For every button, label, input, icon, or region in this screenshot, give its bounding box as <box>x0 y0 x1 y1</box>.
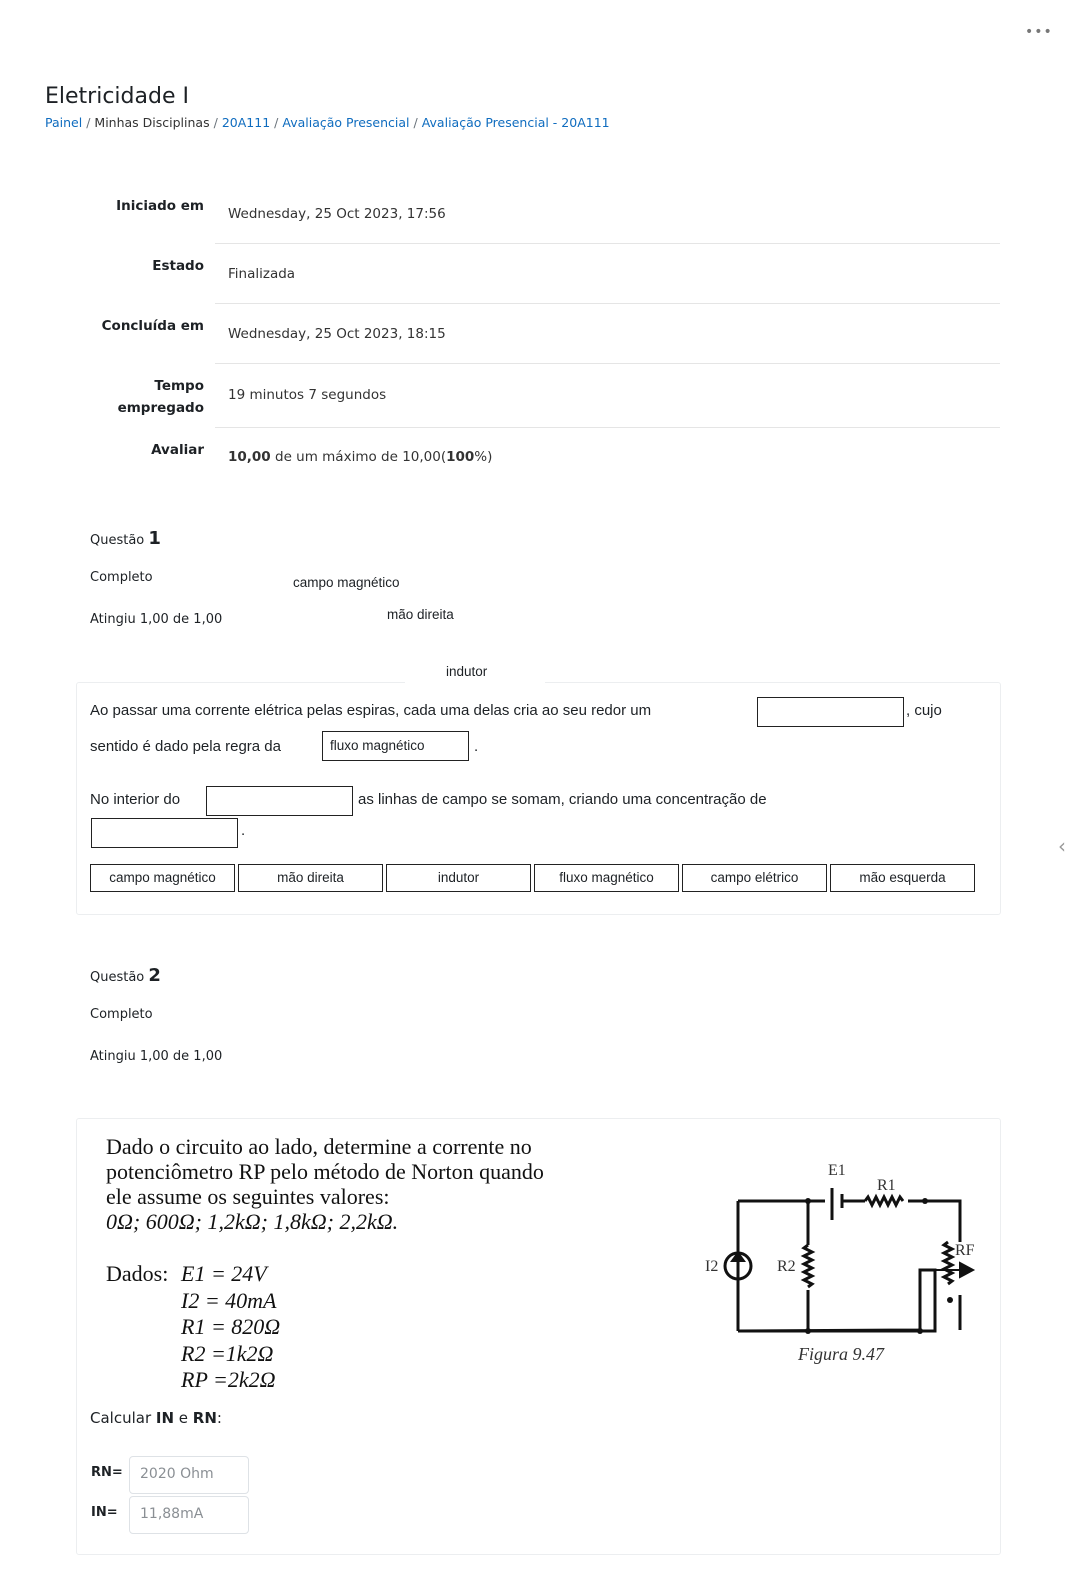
state-label: Estado <box>152 258 204 274</box>
drop-zone-1[interactable] <box>757 697 904 727</box>
time-label: Tempo empregado <box>117 378 204 416</box>
breadcrumb-course[interactable]: 20A111 <box>221 115 271 130</box>
question-1-label: Questão 1 <box>90 528 161 549</box>
drag-choice[interactable]: campo magnético <box>90 864 235 892</box>
started-label: Iniciado em <box>116 198 204 214</box>
grade-label: Avaliar <box>151 442 204 458</box>
problem-statement: Dado o circuito ao lado, determine a corrente no potenciômetro RP pelo método de Norton quando ele assume os seguintes valores: 0Ω; 600Ω; 1,2kΩ; 1,8kΩ; 2,2kΩ. <box>106 1134 544 1234</box>
more-dots-icon[interactable]: ••• <box>1025 24 1053 40</box>
drag-chip-floating[interactable]: fluxo magnético <box>330 738 425 753</box>
chevron-left-icon[interactable]: ‹ <box>1058 834 1066 858</box>
drag-chip-floating[interactable]: mão direita <box>387 607 454 622</box>
state-value: Finalizada <box>228 266 296 282</box>
completed-label: Concluída em <box>101 318 204 334</box>
label-i2: I2 <box>705 1258 719 1275</box>
dados-list: E1 = 24V I2 = 40mA R1 = 820Ω R2 =1k2Ω RP =2k2Ω <box>181 1261 281 1392</box>
figure-caption: Figura 9.47 <box>798 1344 885 1364</box>
period: . <box>474 738 479 755</box>
breadcrumb-section[interactable]: Avaliação Presencial <box>282 115 410 130</box>
drag-chip-floating[interactable]: indutor <box>446 664 488 679</box>
question-2-status: Completo <box>90 1007 153 1022</box>
drag-choice[interactable]: mão direita <box>238 864 383 892</box>
question-text: , cujo <box>906 702 942 719</box>
started-value: Wednesday, 25 Oct 2023, 17:56 <box>228 206 446 222</box>
question-1-status: Completo <box>90 570 153 585</box>
calc-instruction: Calcular IN e RN: <box>90 1409 222 1427</box>
question-text: as linhas de campo se somam, criando uma concentração de <box>358 791 767 808</box>
drop-zone-4[interactable] <box>91 818 238 848</box>
drag-choice[interactable]: fluxo magnético <box>534 864 679 892</box>
question-text: Ao passar uma corrente elétrica pelas espiras, cada uma delas cria ao seu redor um <box>90 702 652 719</box>
label-r1: R1 <box>877 1177 896 1194</box>
question-text: No interior do <box>90 791 181 808</box>
label-rp: RF <box>955 1242 975 1259</box>
breadcrumb-painel[interactable]: Painel <box>45 115 83 130</box>
period: . <box>241 822 246 839</box>
breadcrumb: Painel / Minhas Disciplinas / 20A111 / Avaliação Presencial / Avaliação Presencial - 20A111 <box>45 115 610 130</box>
drop-zone-3[interactable] <box>206 786 353 816</box>
question-2-score: Atingiu 1,00 de 1,00 <box>90 1049 223 1064</box>
in-input[interactable]: 11,88mA <box>129 1496 249 1534</box>
drag-choice[interactable]: mão esquerda <box>830 864 975 892</box>
time-value: 19 minutos 7 segundos <box>228 387 387 403</box>
breadcrumb-quiz[interactable]: Avaliação Presencial - 20A111 <box>421 115 610 130</box>
question-1-score: Atingiu 1,00 de 1,00 <box>90 612 223 627</box>
label-r2: R2 <box>777 1258 796 1275</box>
page-title: Eletricidade I <box>45 84 189 109</box>
rn-label: RN= <box>91 1465 123 1480</box>
completed-value: Wednesday, 25 Oct 2023, 18:15 <box>228 326 446 342</box>
drag-choice[interactable]: campo elétrico <box>682 864 827 892</box>
label-e1: E1 <box>828 1162 846 1179</box>
in-label: IN= <box>91 1505 118 1520</box>
breadcrumb-minhas-disciplinas: Minhas Disciplinas <box>94 115 210 130</box>
question-text: sentido é dado pela regra da <box>90 738 281 755</box>
grade-value: 10,00 de um máximo de 10,00(100%) <box>228 449 493 465</box>
rn-input[interactable]: 2020 Ohm <box>129 1456 249 1494</box>
dados-label: Dados: <box>106 1261 169 1286</box>
drag-choice[interactable]: indutor <box>386 864 531 892</box>
circuit-figure <box>690 1150 990 1370</box>
question-2-label: Questão 2 <box>90 965 161 986</box>
drag-chip-floating[interactable]: campo magnético <box>293 575 400 590</box>
